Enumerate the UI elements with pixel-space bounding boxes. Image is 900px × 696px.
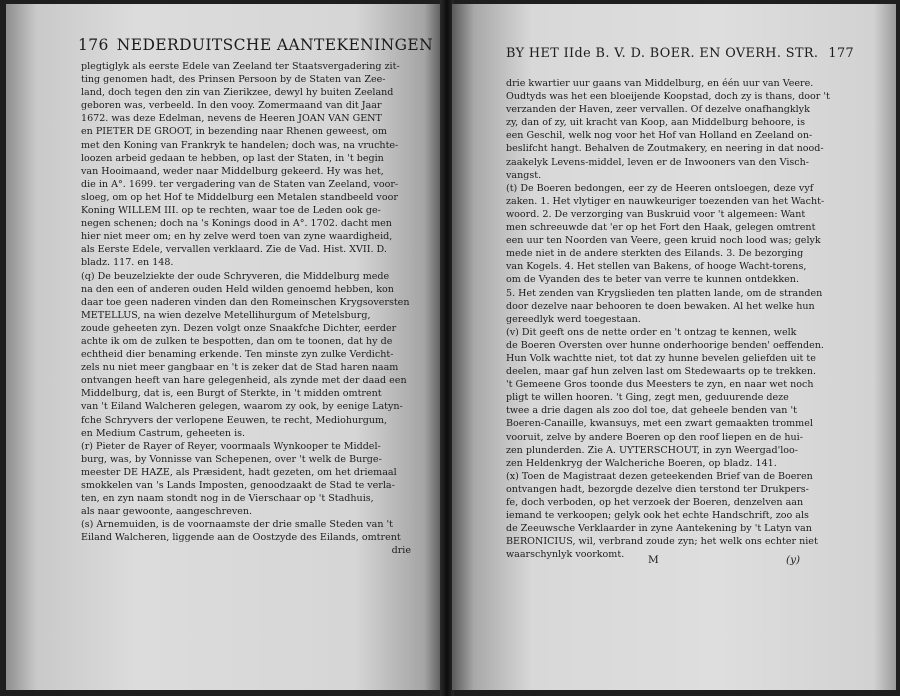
text-line: echtheid dier benaming erkende. Ten minste zyn zulke Verdicht- — [81, 349, 394, 361]
text-line: (r) Pieter de Rayer of Reyer, voormaals Wynkooper te Middel- — [81, 440, 381, 452]
text-line: men schreeuwde dat 'er op het Fort den Haak, gelegen omtrent — [506, 222, 816, 234]
right-body-text — [506, 77, 830, 561]
text-line: sloeg, om op het Hof te Middelburg een Metalen standbeeld voor — [81, 191, 398, 203]
text-line: Oudtyds was het een bloeijende Koopstad, doch zy is thans, door 't — [506, 91, 830, 103]
signature-mark: M — [648, 554, 659, 566]
text-line: ontvangen heeft van hare gelegenheid, als zynde met der daad een — [81, 375, 407, 387]
text-line: en Medium Castrum, geheeten is. — [81, 427, 246, 439]
text-line: METELLUS, na wien dezelve Metellihurgum of Metelsburg, — [81, 309, 371, 321]
text-line: meester DE HAZE, als Præsident, hadt gezeten, om het driemaal — [81, 466, 397, 478]
text-line: ontvangen hadt, bezorgde dezelve dien terstond ter Drukpers- — [506, 483, 809, 495]
left-body-text — [81, 60, 411, 558]
text-line: mede niet in de andere sterkten des Eilands. 3. De bezorging — [506, 248, 804, 260]
text-line: waarschynlyk voorkomt. — [506, 549, 625, 561]
text-line: 5. Het zenden van Krygslieden ten platten lande, om de stranden — [506, 287, 823, 299]
catchword-mark: (y) — [786, 554, 801, 566]
text-line: als naar gewoonte, aangeschreven. — [81, 506, 253, 518]
text-line: een uur ten Noorden van Veere, geen kruid noch lood was; gelyk — [506, 235, 821, 247]
text-line: zaken. 1. Het vlytiger en nauwkeuriger toezenden van het Wacht- — [506, 195, 825, 207]
text-line: ting genomen hadt, des Prinsen Persoon by de Staten van Zee- — [81, 74, 386, 86]
text-line: als Eerste Edele, vervallen verklaard. Zie de Vad. Hist. XVII. D. — [81, 244, 387, 256]
text-line: zen plunderden. Zie A. UYTERSCHOUT, in zyn Weergad'loo- — [506, 444, 798, 456]
left-running-head — [78, 36, 433, 54]
catchword: drie — [391, 545, 411, 557]
left-page — [6, 4, 442, 690]
text-line: twee a drie dagen als zoo dol toe, dat geheele benden van 't — [506, 405, 797, 417]
text-line: BERONICIUS, wil, verbrand zoude zyn; het welk ons echter niet — [506, 536, 818, 548]
text-line: de Zeeuwsche Verklaarder in zyne Aantekening by 't Latyn van — [506, 523, 812, 535]
text-line: (s) Arnemuiden, is de voornaamste der drie smalle Steden van 't — [81, 519, 394, 531]
text-line: die in A°. 1699. ter vergadering van de Staten van Zeeland, voor- — [81, 178, 399, 190]
text-line: loozen arbeid gedaan te hebben, op last der Staten, in 't begin — [81, 152, 384, 164]
text-line: (q) De beuzelziekte der oude Schryveren, die Middelburg mede — [81, 270, 390, 282]
text-line: burg, was, by Vonnisse van Schepenen, over 't welk de Burge- — [81, 453, 382, 465]
text-line: na den een of anderen ouden Held wilden genoemd hebben, kon — [81, 283, 394, 295]
text-line: zoude geheeten zyn. Dezen volgt onze Snaakfche Dichter, eerder — [81, 322, 397, 334]
text-line: een Geschil, welk nog voor het Hof van Holland en Zeeland on- — [506, 130, 813, 142]
text-line: daar toe geen naderen vinden dan den Romeinschen Krygsoversten — [81, 296, 410, 308]
text-line: met den Koning van Frankryk te handelen; doch was, na vruchte- — [81, 139, 399, 151]
text-line: gereedlyk werd toegestaan. — [506, 313, 641, 325]
text-line: en PIETER DE GROOT, in bezending naar Rhenen geweest, om — [81, 126, 387, 138]
text-line: land, doch tegen den zin van Zierikzee, dewyl hy buiten Zeeland — [81, 87, 394, 99]
right-page — [452, 4, 896, 690]
text-line: vooruit, zelve by andere Boeren op den roof liepen en de hui- — [506, 431, 803, 443]
text-line: Middelburg, dat is, een Burgt of Sterkte, in 't midden omtrent — [81, 388, 382, 400]
text-line: bladz. 117. en 148. — [81, 257, 174, 269]
text-line: deelen, maar gaf hun zelven last om Stedewaarts op te trekken. — [506, 366, 817, 378]
text-line: Eiland Walcheren, liggende aan de Oostzyde des Eilands, omtrent — [81, 532, 401, 544]
text-line: 1672. was deze Edelman, nevens de Heeren JOAN VAN GENT — [81, 113, 382, 125]
text-line: de Boeren Oversten over hunne onderhoorige benden' oeffenden. — [506, 339, 824, 351]
text-line: zels nu niet meer gangbaar en 't is zeker dat de Stad haren naam — [81, 362, 399, 374]
text-line: Hun Volk wachtte niet, tot dat zy hunne bevelen geliefden uit te — [506, 352, 816, 364]
text-line: ten, en zyn naam stondt nog in de Vierschaar op 't Stadhuis, — [81, 493, 374, 505]
text-line: drie kwartier uur gaans van Middelburg, en één uur van Veere. — [506, 78, 814, 89]
text-line: 't Gemeene Gros toonde dus Meesters te zyn, en naar wet noch — [506, 379, 814, 391]
text-line: pligt te willen hooren. 't Ging, zegt men, geduurende deze — [506, 392, 789, 404]
text-line: van Kogels. 4. Het stellen van Bakens, of hooge Wacht-torens, — [506, 261, 807, 273]
text-line: (v) Dit geeft ons de nette order en 't ontzag te kennen, welk — [506, 326, 797, 338]
text-line: vangst. — [506, 169, 542, 181]
text-line: Koning WILLEM III. op te rechten, waar toe de Leden ook ge- — [81, 205, 381, 217]
text-line: zen Heldenkryg der Walcheriche Boeren, op bladz. 141. — [506, 457, 777, 469]
right-running-title: BY HET IIde B. V. D. BOER. EN OVERH. STR. — [506, 46, 819, 61]
text-line: achte ik om de zulken te bespotten, dan om te toonen, dat hy de — [81, 335, 393, 347]
text-line: om de Vyanden des te beter van verre te kunnen ontdekken. — [506, 274, 799, 286]
text-line: iemand te verkoopen; gelyk ook het echte Handschrift, zoo als — [506, 510, 809, 522]
text-line: plegtiglyk als eerste Edele van Zeeland ter Staatsvergadering zit- — [81, 61, 400, 72]
text-line: (t) De Boeren bedongen, eer zy de Heeren ontsloegen, deze vyf — [506, 182, 814, 194]
text-line: Boeren-Canaille, kwansuys, met een zwart gemaakten trommel — [506, 418, 813, 430]
text-line: smokkelen van 's Lands Imposten, genoodzaakt de Stad te verla- — [81, 480, 395, 491]
text-line: hier niet meer om; en hy zelve werd toen van zyne waardigheid, — [81, 231, 393, 243]
text-line: fe, doch verboden, op het verzoek der Boeren, denzelven aan — [506, 497, 804, 508]
text-line: verzanden der Haven, zeer vervallen. Of dezelve onafhangklyk — [506, 104, 810, 116]
text-line: geboren was, verbeeld. In den vooy. Zomermaand van dit Jaar — [81, 100, 382, 112]
right-page-number: 177 — [828, 46, 855, 61]
text-line: zaakelyk Levens-middel, leven er de Inwooners van den Visch- — [506, 156, 809, 168]
text-line: door dezelve naar behooren te doen bewaken. Al het welke hun — [506, 300, 815, 312]
text-line: beslifcht hangt. Behalven de Zoutmakery, en neering in dat nood- — [506, 143, 824, 155]
text-line: van 't Eiland Walcheren gelegen, waarom zy ook, by eenige Latyn- — [81, 401, 403, 413]
left-running-title: NEDERDUITSCHE AANTEKENINGEN — [116, 36, 434, 54]
left-page-number: 176 — [78, 36, 109, 54]
text-line: fche Schryvers der verlopene Eeuwen, te recht, Mediohurgum, — [81, 414, 388, 426]
text-line: (x) Toen de Magistraat dezen geteekenden Brief van de Boeren — [506, 470, 813, 482]
right-running-head — [506, 46, 854, 61]
text-line: negen schenen; doch na 's Konings dood in A°. 1702. dacht men — [81, 218, 392, 230]
text-line: woord. 2. De verzorging van Buskruid voor 't algemeen: Want — [506, 208, 806, 220]
text-line: van Hooimaand, weder naar Middelburg gekeerd. Hy was het, — [81, 165, 384, 177]
text-line: zy, dan of zy, uit kracht van Koop, aan Middelburg behoore, is — [506, 117, 805, 129]
